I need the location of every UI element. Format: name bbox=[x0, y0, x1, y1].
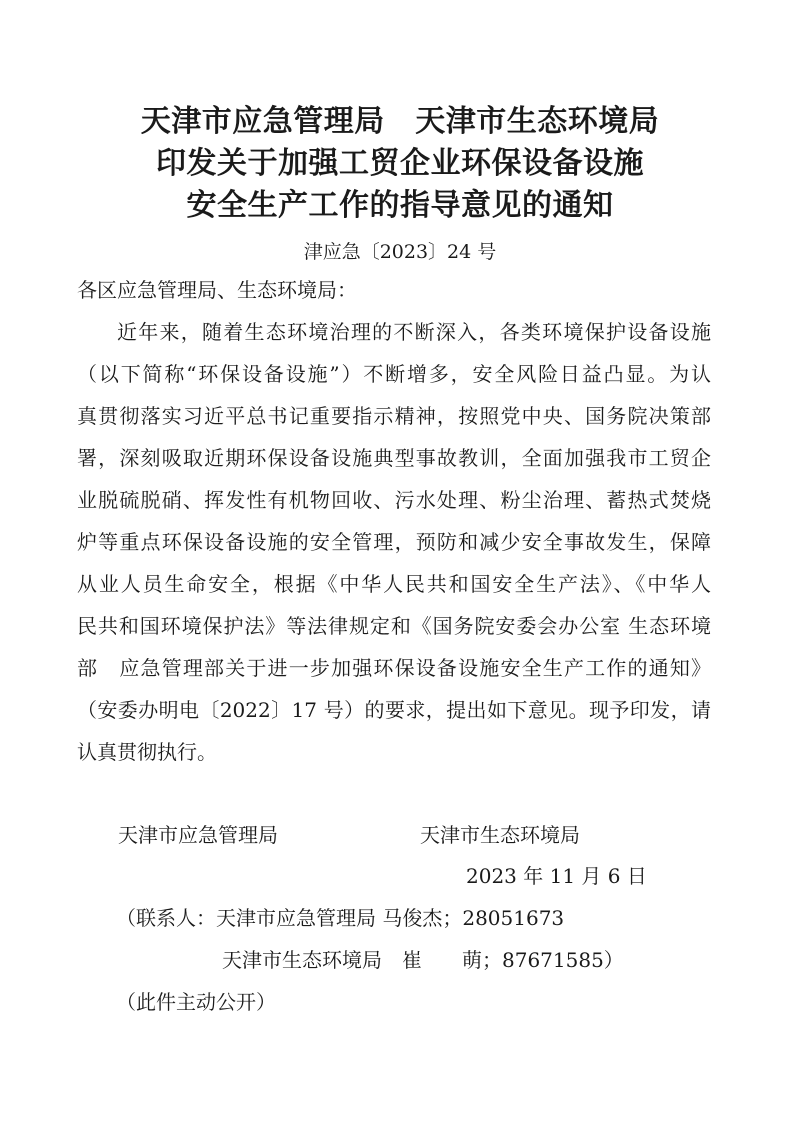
disclosure-note: （此件主动公开） bbox=[116, 990, 276, 1014]
signatory-right: 天津市生态环境局 bbox=[420, 823, 580, 847]
body-line: （安委办明电〔2022〕17 号）的要求，提出如下意见。现予印发，请 bbox=[77, 698, 711, 722]
document-number: 津应急〔2023〕24 号 bbox=[303, 241, 497, 263]
contact-line-1: （联系人：天津市应急管理局 马俊杰；28051673 bbox=[116, 906, 565, 930]
document-title-line-2: 印发关于加强工贸企业环保设备设施 bbox=[156, 146, 644, 181]
issue-date: 2023 年 11 月 6 日 bbox=[466, 864, 647, 888]
body-line: 真贯彻落实习近平总书记重要指示精神，按照党中央、国务院决策部 bbox=[77, 404, 711, 428]
signatory-left: 天津市应急管理局 bbox=[118, 823, 278, 847]
salutation: 各区应急管理局、生态环境局： bbox=[77, 278, 357, 302]
body-line: 炉等重点环保设备设施的安全管理，预防和减少安全事故发生，保障 bbox=[77, 530, 711, 554]
body-line: （以下简称“环保设备设施”）不断增多，安全风险日益凸显。为认 bbox=[77, 362, 711, 386]
body-line: 业脱硫脱硝、挥发性有机物回收、污水处理、粉尘治理、蓄热式焚烧 bbox=[77, 488, 711, 512]
document-title-line-1: 天津市应急管理局 天津市生态环境局 bbox=[140, 104, 660, 139]
body-line: 从业人员生命安全，根据《中华人民共和国安全生产法》、《中华人 bbox=[77, 572, 711, 596]
body-line: 部 应急管理部关于进一步加强环保设备设施安全生产工作的通知》 bbox=[77, 656, 711, 680]
body-line: 民共和国环境保护法》等法律规定和《国务院安委会办公室 生态环境 bbox=[77, 614, 711, 638]
body-line: 认真贯彻执行。 bbox=[77, 740, 217, 764]
document-title-line-3: 安全生产工作的指导意见的通知 bbox=[186, 188, 614, 223]
body-line: 近年来，随着生态环境治理的不断深入，各类环境保护设备设施 bbox=[117, 320, 711, 344]
contact-line-2: 天津市生态环境局 崔 萌；87671585） bbox=[222, 948, 624, 972]
body-line: 署，深刻吸取近期环保设备设施典型事故教训，全面加强我市工贸企 bbox=[77, 446, 711, 470]
